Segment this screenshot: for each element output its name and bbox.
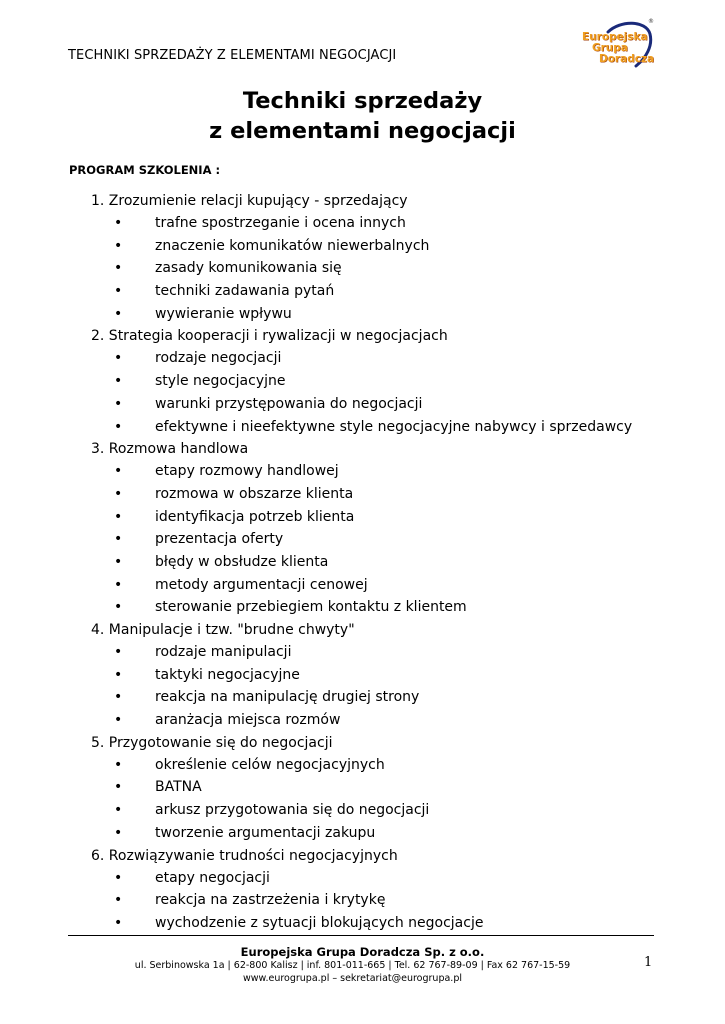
list-item-text: identyfikacja potrzeb klienta (155, 508, 355, 525)
list-item-text: taktyki negocjacyjne (155, 666, 300, 683)
bullet-icon: • (114, 373, 123, 390)
bullet-icon: • (114, 283, 123, 300)
bullet-icon: • (114, 395, 123, 412)
list-item-text: określenie celów negocjacyjnych (155, 756, 385, 773)
list-item-text: arkusz przygotowania się do negocjacji (155, 802, 430, 819)
list-item (0, 460, 725, 483)
footer-web-contact: www.eurogrupa.pl – sekretariat@eurogrupa.pl (243, 973, 462, 984)
bullet-icon: • (114, 508, 123, 525)
bullet-icon: • (114, 599, 123, 616)
list-item (0, 347, 725, 370)
list-item (0, 799, 725, 822)
list-item (0, 416, 725, 439)
list-item-text: wychodzenie z sytuacji blokujących negocjacje (155, 914, 484, 931)
bullet-icon: • (114, 215, 123, 231)
list-item (0, 551, 725, 574)
list-item-text: rozmowa w obszarze klienta (155, 485, 354, 502)
bullet-icon: • (114, 824, 123, 841)
program-label: PROGRAM SZKOLENIA : (69, 163, 221, 177)
list-item (0, 709, 725, 732)
syllabus-list (0, 190, 725, 935)
syllabus-section (0, 732, 725, 845)
list-item-text: znaczenie komunikatów niewerbalnych (155, 237, 430, 254)
bullet-icon: • (114, 485, 123, 502)
bullet-icon: • (114, 869, 123, 886)
syllabus-section (0, 845, 725, 935)
list-item (0, 235, 725, 258)
list-item-text: błędy w obsłudze klienta (155, 553, 329, 570)
bullet-icon: • (114, 892, 123, 909)
syllabus-section (0, 325, 725, 438)
page-number: 1 (644, 955, 653, 970)
list-item (0, 889, 725, 912)
bullet-icon: • (114, 305, 123, 322)
list-item (0, 303, 725, 326)
list-item (0, 506, 725, 529)
list-item-text: etapy rozmowy handlowej (155, 463, 339, 480)
list-item-text: rodzaje negocjacji (155, 350, 282, 367)
document-title-line-2: z elementami negocjacji (209, 118, 516, 144)
section-title: 6. Rozwiązywanie trudności negocjacyjnych (91, 847, 398, 864)
bullet-icon: • (114, 350, 123, 367)
list-item-text: metody argumentacji cenowej (155, 576, 368, 593)
bullet-icon: • (114, 689, 123, 706)
running-header-title: TECHNIKI SPRZEDAŻY Z ELEMENTAMI NEGOCJACJI (68, 48, 397, 63)
footer-divider (68, 935, 654, 936)
bullet-icon: • (114, 914, 123, 931)
list-item (0, 212, 725, 235)
list-item (0, 776, 725, 799)
section-title: 3. Rozmowa handlowa (91, 441, 249, 458)
list-item (0, 686, 725, 709)
bullet-icon: • (114, 644, 123, 660)
list-item-text: prezentacja oferty (155, 531, 284, 548)
bullet-icon: • (114, 463, 123, 480)
list-item (0, 574, 725, 597)
list-item-text: aranżacja miejsca rozmów (155, 712, 341, 729)
bullet-icon: • (114, 260, 123, 277)
list-item (0, 867, 725, 890)
logo-text-line-1: Europejska (582, 31, 648, 43)
list-item-text: sterowanie przebiegiem kontaktu z klientem (155, 599, 467, 616)
bullet-icon: • (114, 531, 123, 548)
list-item-text: reakcja na zastrzeżenia i krytykę (155, 892, 386, 909)
list-item (0, 912, 725, 935)
logo-registered-mark: ® (648, 18, 654, 25)
bullet-icon: • (114, 418, 123, 435)
list-item-text: trafne spostrzeganie i ocena innych (155, 215, 406, 231)
list-item-text: wywieranie wpływu (155, 305, 292, 322)
bullet-icon: • (114, 802, 123, 819)
list-item (0, 393, 725, 416)
list-item (0, 664, 725, 687)
logo-text-line-3: Doradcza (599, 53, 655, 65)
list-item-text: techniki zadawania pytań (155, 283, 335, 300)
list-item (0, 754, 725, 777)
list-item (0, 370, 725, 393)
bullet-icon: • (114, 756, 123, 773)
bullet-icon: • (114, 666, 123, 683)
list-item-text: BATNA (155, 779, 202, 796)
list-item-text: style negocjacyjne (155, 373, 286, 390)
list-item-text: efektywne i nieefektywne style negocjacyjne nabywcy i sprzedawcy (155, 418, 633, 435)
bullet-icon: • (114, 576, 123, 593)
company-logo (578, 18, 658, 70)
syllabus-section (0, 619, 725, 732)
list-item-text: reakcja na manipulację drugiej strony (155, 689, 420, 706)
section-title: 1. Zrozumienie relacji kupujący - sprzedający (91, 193, 408, 209)
syllabus-section (0, 438, 725, 619)
section-title: 5. Przygotowanie się do negocjacji (91, 734, 333, 751)
footer-address: ul. Serbinowska 1a | 62-800 Kalisz | inf. 801-011-665 | Tel. 62 767-89-09 | Fax 62 767-15-59 (134, 960, 571, 971)
list-item (0, 596, 725, 619)
bullet-icon: • (114, 237, 123, 254)
bullet-icon: • (114, 779, 123, 796)
list-item-text: tworzenie argumentacji zakupu (155, 824, 376, 841)
list-item-text: etapy negocjacji (155, 869, 270, 886)
list-item (0, 483, 725, 506)
list-item-text: zasady komunikowania się (155, 260, 342, 277)
footer-company-name: Europejska Grupa Doradcza Sp. z o.o. (240, 945, 485, 959)
list-item (0, 822, 725, 845)
list-item-text: warunki przystępowania do negocjacji (155, 395, 423, 412)
bullet-icon: • (114, 712, 123, 729)
section-title: 4. Manipulacje i tzw. "brudne chwyty" (91, 622, 355, 638)
document-title-line-1: Techniki sprzedaży (242, 88, 483, 114)
list-item-text: rodzaje manipulacji (155, 644, 292, 660)
list-item (0, 280, 725, 303)
list-item (0, 528, 725, 551)
section-title: 2. Strategia kooperacji i rywalizacji w negocjacjach (91, 328, 448, 345)
list-item (0, 257, 725, 280)
list-item (0, 641, 725, 664)
bullet-icon: • (114, 553, 123, 570)
syllabus-section (0, 190, 725, 325)
logo-text-line-2: Grupa (592, 42, 628, 54)
